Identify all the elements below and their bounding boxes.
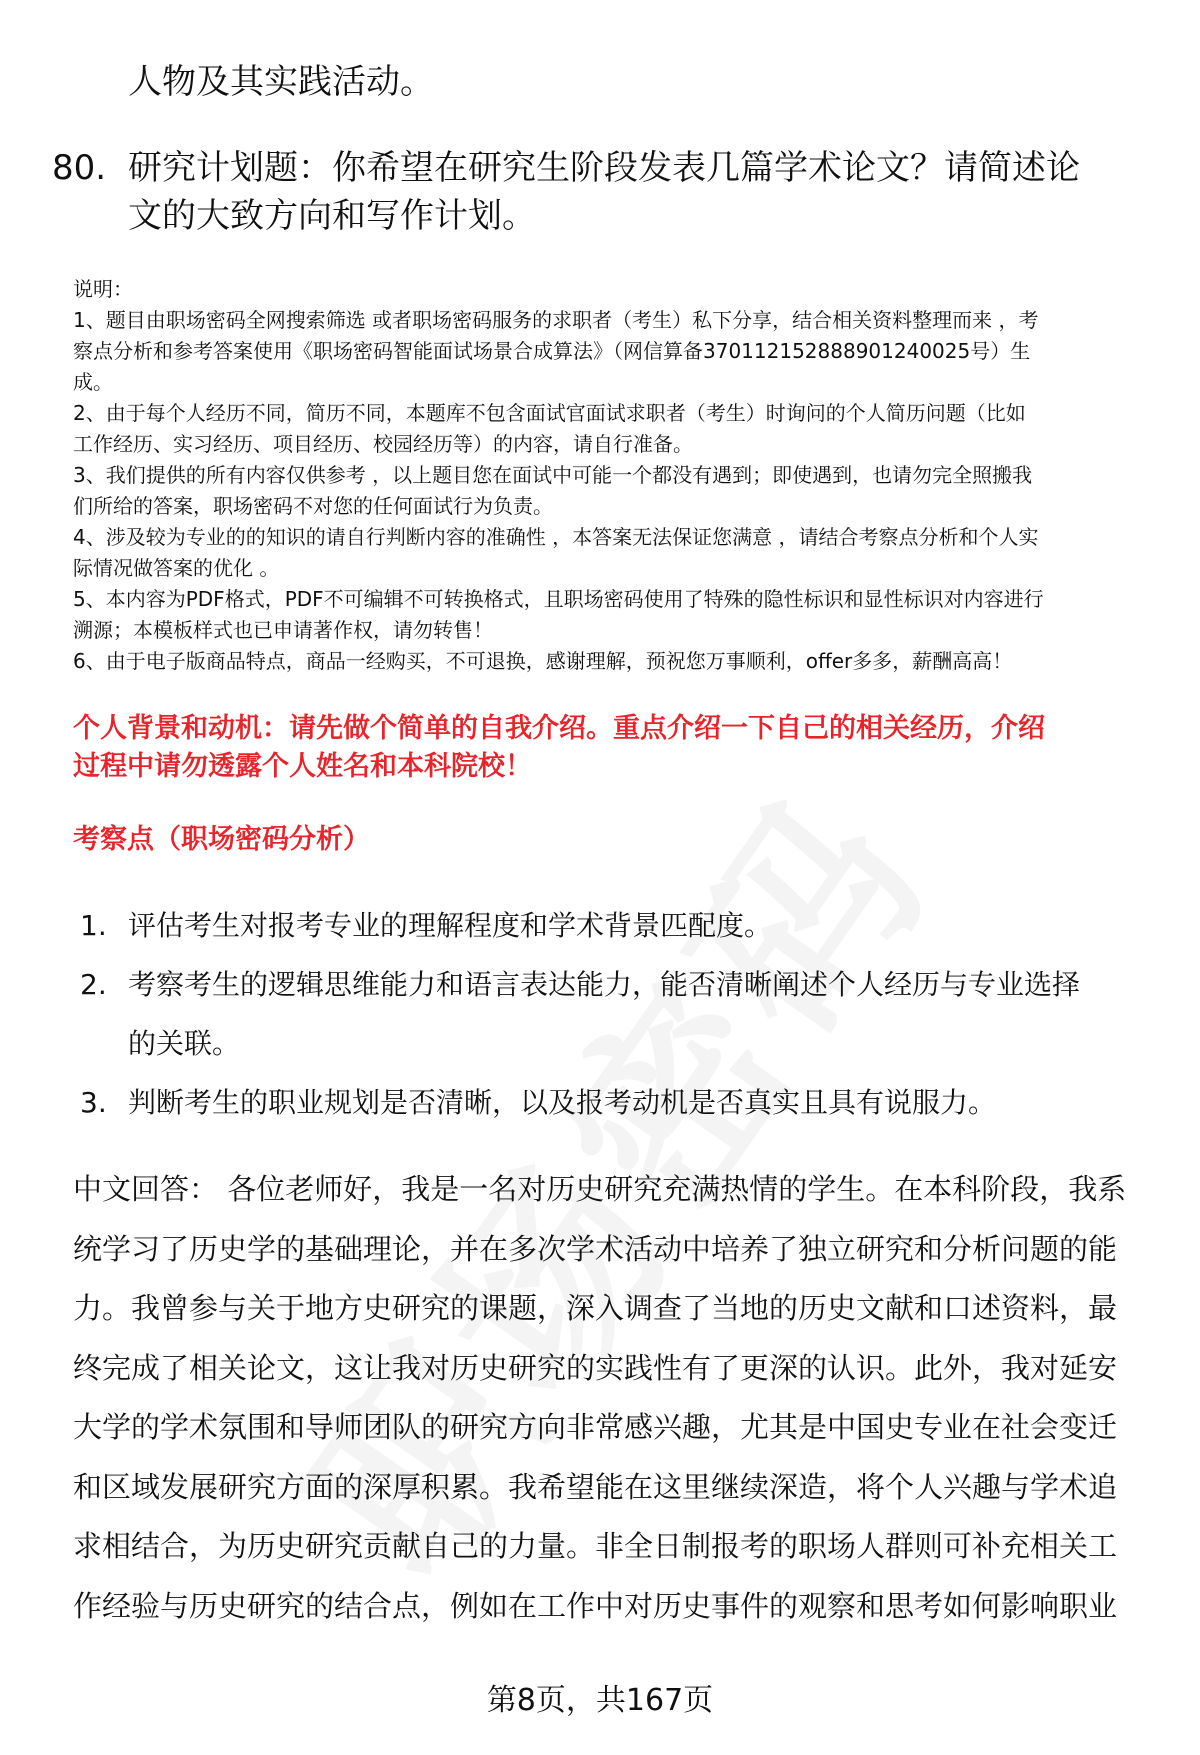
question-line: 研究计划题：你希望在研究生阶段发表几篇学术论文？请简述论 [128, 148, 1080, 188]
answer-line: 力。我曾参与关于地方史研究的课题，深入调查了当地的历史文献和口述资料，最 [73, 1291, 1118, 1325]
notes-line: 1、题目由职场密码全网搜索筛选 或者职场密码服务的求职者（考生）私下分享，结合相关资料整理而来 ，考 [73, 308, 1039, 332]
interview-question-line: 过程中请勿透露个人姓名和本科院校！ [73, 751, 532, 782]
list-item [80, 1073, 1160, 1132]
list-text: 考察考生的逻辑思维能力和语言表达能力，能否清晰阐述个人经历与专业选择 [128, 968, 1081, 1001]
list-item [80, 896, 1160, 955]
interview-question [73, 710, 1173, 786]
list-item [80, 955, 1160, 1073]
notes-line: 察点分析和参考答案使用《职场密码智能面试场景合成算法》（网信算备370112152888901240025号）生 [73, 339, 1031, 363]
previous-question-tail: 人物及其实践活动。 [128, 62, 434, 102]
notes-line: 6、由于电子版商品特点，商品一经购买，不可退换，感谢理解，预祝您万事顺利，offer多多，薪酬高高！ [73, 649, 1013, 673]
points-list [80, 896, 1160, 1132]
notes-line: 们所给的答案，职场密码不对您的任何面试行为负责。 [73, 494, 553, 518]
list-text: 判断考生的职业规划是否清晰，以及报考动机是否真实且具有说服力。 [128, 1086, 997, 1119]
notes-line: 3、我们提供的所有内容仅供参考 ，以上题目您在面试中可能一个都没有遇到；即使遇到，也请勿完全照搬我 [73, 463, 1033, 487]
answer-line: 终完成了相关论文，这让我对历史研究的实践性有了更深的认识。此外，我对延安 [73, 1350, 1118, 1385]
answer-line: 大学的学术氛围和导师团队的研究方向非常感兴趣，尤其是中国史专业在社会变迁 [73, 1410, 1118, 1444]
notes-line: 工作经历、实习经历、项目经历、校园经历等）的内容，请自行准备。 [73, 432, 693, 456]
notes [73, 274, 1163, 677]
page-footer: 第8页，共167页 [486, 1683, 714, 1718]
list-number: 3. [80, 1086, 107, 1119]
answer-paragraph [73, 1160, 1163, 1636]
points-heading: 考察点（职场密码分析） [73, 824, 370, 855]
answer-line: 中文回答： 各位老师好，我是一名对历史研究充满热情的学生。在本科阶段，我系 [73, 1172, 1127, 1206]
answer-line: 和区域发展研究方面的深厚积累。我希望能在这里继续深造，将个人兴趣与学术追 [73, 1469, 1118, 1504]
list-text: 评估考生对报考专业的理解程度和学术背景匹配度。 [128, 909, 773, 942]
list-number: 2. [80, 968, 107, 1001]
list-number: 1. [80, 909, 107, 942]
notes-line: 溯源；本模板样式也已申请著作权，请勿转售！ [73, 618, 493, 642]
answer-line: 作经验与历史研究的结合点，例如在工作中对历史事件的观察和思考如何影响职业 [73, 1588, 1118, 1623]
notes-line: 4、涉及较为专业的的知识的请自行判断内容的准确性 ，本答案无法保证您满意 ，请结合考察点分析和个人实 [73, 525, 1039, 549]
notes-line: 5、本内容为PDF格式，PDF不可编辑不可转换格式，且职场密码使用了特殊的隐性标识和显性标识对内容进行 [73, 587, 1044, 611]
notes-line: 成。 [73, 370, 113, 394]
question-line: 文的大致方向和写作计划。 [128, 196, 536, 236]
notes-line: 2、由于每个人经历不同，简历不同，本题库不包含面试官面试求职者（考生）时询问的个人简历问题（比如 [73, 401, 1026, 425]
notes-line: 际情况做答案的优化 。 [73, 556, 280, 580]
interview-question-line: 个人背景和动机：请先做个简单的自我介绍。重点介绍一下自己的相关经历，介绍 [73, 713, 1045, 744]
list-text: 的关联。 [128, 1027, 241, 1060]
notes-line: 说明： [73, 277, 133, 301]
question-number: 80. [52, 148, 107, 188]
answer-line: 统学习了历史学的基础理论，并在多次学术活动中培养了独立研究和分析问题的能 [73, 1231, 1118, 1266]
answer-line: 求相结合，为历史研究贡献自己的力量。非全日制报考的职场人群则可补充相关工 [73, 1529, 1118, 1563]
question-text [128, 144, 1178, 240]
